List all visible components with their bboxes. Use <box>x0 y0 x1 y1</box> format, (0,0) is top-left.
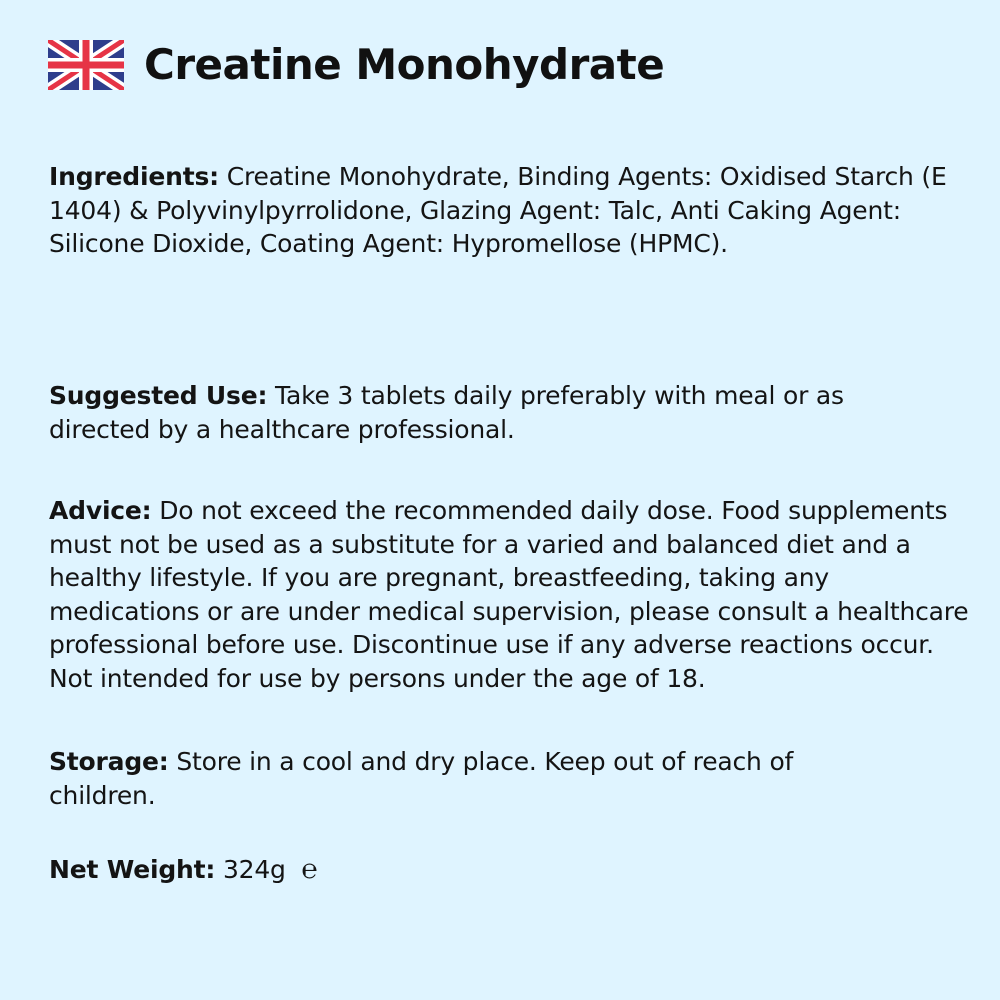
ingredients-label: Ingredients: <box>49 162 219 191</box>
header <box>48 38 664 92</box>
ingredients-text: Creatine Monohydrate, Binding Agents: Oxidised Starch (E 1404) & Polyvinylpyrrolidone, Glazing Agent: Talc, Anti Caking Agent: Silicone Dioxide, Coating Agent: Hypromellose (HPMC). <box>49 162 947 258</box>
advice-text: Do not exceed the recommended daily dose. Food supplements must not be used as a substitute for a varied and balanced diet and a healthy lifestyle. If you are pregnant, breastfeeding, taking any medications or are under medical supervision, please consult a healthcare professional before use. Discontinue use if any adverse reactions occur. Not intended for use by persons under the age of 18. <box>49 496 969 693</box>
net-weight-value: 324g <box>222 855 286 884</box>
suggested-use-text: Take 3 tablets daily preferably with meal or as directed by a healthcare professional. <box>49 381 844 444</box>
estimated-sign-icon: ℮ <box>301 854 318 885</box>
net-weight-label: Net Weight: <box>49 855 216 884</box>
net-weight-section <box>49 853 974 887</box>
advice-section <box>49 494 974 695</box>
suggested-use-label: Suggested Use: <box>49 381 268 410</box>
storage-label: Storage: <box>49 747 169 776</box>
storage-text: Store in a cool and dry place. Keep out of reach of children. <box>49 747 794 810</box>
page-title: Creatine Monohydrate <box>144 40 665 89</box>
storage-section <box>49 745 849 812</box>
uk-flag-icon <box>48 40 124 90</box>
ingredients-section <box>49 160 974 261</box>
suggested-use-section <box>49 379 869 446</box>
advice-label: Advice: <box>49 496 152 525</box>
